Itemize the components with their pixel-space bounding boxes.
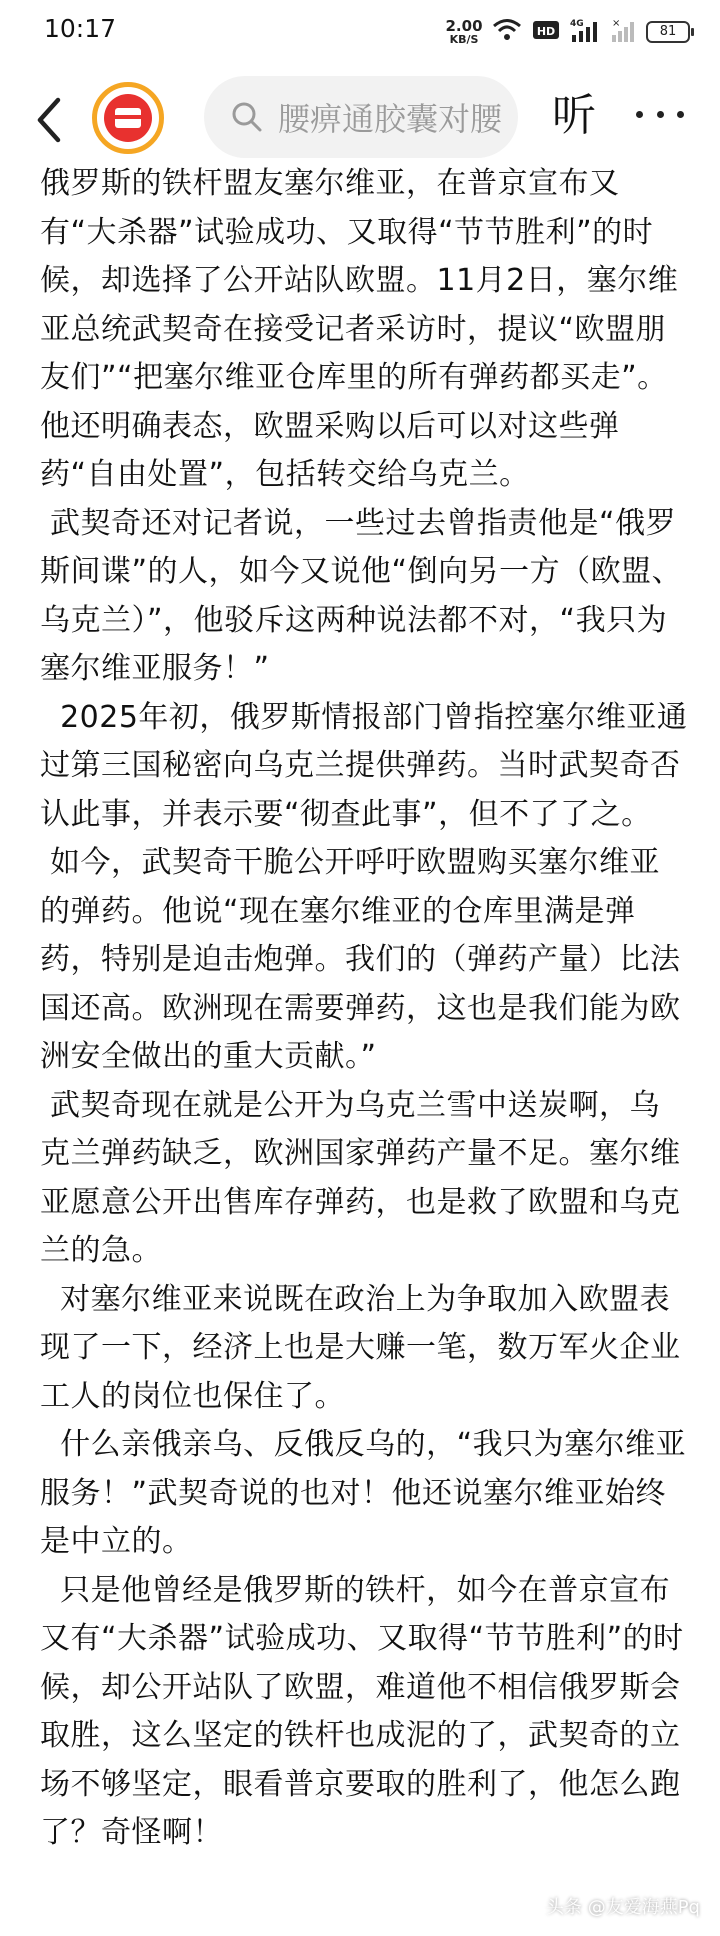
search-box[interactable] (204, 76, 518, 158)
article-paragraph: 俄罗斯的铁杆盟友塞尔维亚，在普京宣布又有“大杀器”试验成功、又取得“节节胜利”的时候，却选择了公开站队欧盟。11月2日，塞尔维亚总统武契奇在接受记者采访时，提议“欧盟朋友们”“把塞尔维亚仓库里的所有弹药都买走”。他还明确表态，欧盟采购以后可以对这些弹药“自由处置”，包括转交给乌克兰。 (40, 166, 679, 492)
more-dot (657, 111, 664, 118)
article-paragraph: 什么亲俄亲乌、反俄反乌的，“我只为塞尔维亚服务！”武契奇说的也对！他还说塞尔维亚始终是中立的。 (40, 1427, 687, 1559)
article-paragraph: 只是他曾经是俄罗斯的铁杆，如今在普京宣布又有“大杀器”试验成功、又取得“节节胜利”的时候，却公开站队了欧盟，难道他不相信俄罗斯会取胜，这么坚定的铁杆也成泥的了，武契奇的立场不够坚定，眼看普京要取的胜利了，他怎么跑了？奇怪啊！ (40, 1572, 684, 1850)
chevron-left-icon (30, 94, 70, 146)
hd-icon (532, 19, 560, 45)
signal-label: 4G (570, 19, 584, 29)
svg-text:×: × (612, 18, 621, 29)
more-dot (677, 111, 684, 118)
article-body (40, 160, 688, 1858)
battery-level: 81 (659, 24, 677, 39)
search-icon (230, 100, 264, 134)
article-paragraph: 武契奇还对记者说，一些过去曾指责他是“俄罗斯间谍”的人，如今又说他“倒向另一方（欧盟、乌克兰）”，他驳斥这两种说法都不对，“我只为塞尔维亚服务！” (40, 505, 683, 686)
second-signal-icon (610, 17, 636, 47)
battery-icon (646, 21, 690, 43)
network-speed-value: 2.00 (445, 16, 483, 35)
app-logo-icon (104, 94, 152, 142)
wifi-icon (492, 18, 522, 46)
more-options-icon[interactable] (636, 106, 684, 122)
app-logo[interactable] (92, 82, 164, 154)
status-icons (446, 16, 690, 48)
network-speed-unit: KB/S (449, 32, 479, 46)
watermark: 头条 @友爱海燕Pq (545, 1897, 700, 1918)
back-button[interactable] (30, 94, 70, 146)
cellular-signal-icon (570, 17, 600, 47)
article-paragraph: 如今，武契奇干脆公开呼吁欧盟购买塞尔维亚的弹药。他说“现在塞尔维亚的仓库里满是弹药，特别是迫击炮弹。我们的（弹药产量）比法国还高。欧洲现在需要弹药，这也是我们能为欧洲安全做出的重大贡献。” (40, 845, 681, 1074)
status-time: 10:17 (44, 14, 117, 43)
network-speed (445, 16, 483, 46)
top-nav-bar (0, 72, 720, 168)
more-dot (636, 111, 643, 118)
search-input[interactable]: 腰痹通胶囊对腰 (278, 100, 503, 138)
article-paragraph: 对塞尔维亚来说既在政治上为争取加入欧盟表现了一下，经济上也是大赚一笔，数万军火企业工人的岗位也保住了。 (40, 1281, 681, 1414)
hd-label: HD (536, 25, 556, 38)
article-paragraph: 武契奇现在就是公开为乌克兰雪中送炭啊，乌克兰弹药缺乏，欧洲国家弹药产量不足。塞尔维亚愿意公开出售库存弹药，也是救了欧盟和乌克兰的急。 (40, 1087, 681, 1268)
listen-button[interactable]: 听 (552, 90, 596, 141)
status-bar (0, 0, 720, 64)
article-paragraph: 2025年初，俄罗斯情报部门曾指控塞尔维亚通过第三国秘密向乌克兰提供弹药。当时武契奇否认此事，并表示要“彻查此事”，但不了了之。 (40, 699, 688, 832)
